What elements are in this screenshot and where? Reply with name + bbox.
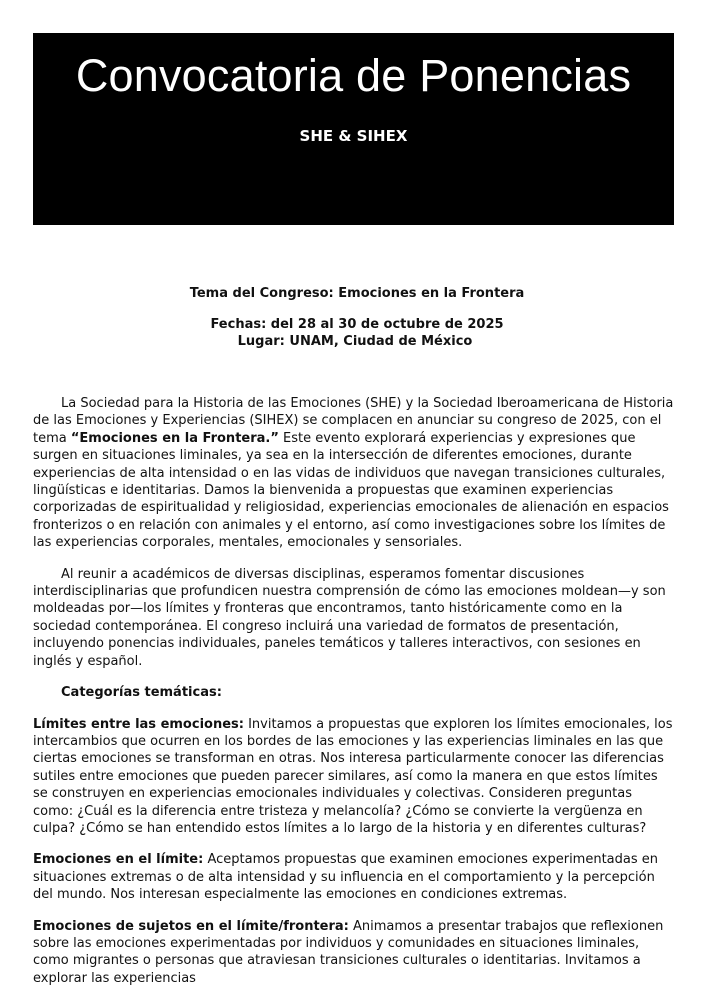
category-item (33, 918, 675, 988)
category-text: Invitamos a propuestas que exploren los límites emocionales, los intercambios que ocurren en los bordes de las emociones y las experiencias liminales en las que ciertas emociones se transforman en otras. Nos interesa particularmente conocer las diferencias sutiles entre emociones que pueden parecer similares, así como la manera en que estos límites se construyen en experiencias emocionales individuales y colectivas. Consideren preguntas como: ¿Cuál es la diferencia entre tristeza y melancolía? ¿Cómo se convierte la vergüenza en culpa? ¿Cómo se han entendido estos límites a lo largo de la historia y en diferentes culturas? (33, 716, 673, 836)
banner-title: Convocatoria de Ponencias (75, 50, 632, 101)
category-text: Aceptamos propuestas que examinen emociones experimentadas en situaciones extremas o de alta intensidad y su influencia en el comportamiento y la percepción del mundo. Nos interesan especialmente las emociones en condiciones extremas. (33, 852, 659, 903)
category-title: Emociones de sujetos en el límite/frontera: (33, 918, 349, 934)
document-body (33, 285, 675, 987)
congress-dates: Fechas: del 28 al 30 de octubre de 2025 (210, 317, 504, 332)
banner-subtitle: SHE & SIHEX (299, 127, 408, 145)
categories-heading: Categorías temáticas: (61, 685, 222, 701)
category-title: Límites entre las emociones: (33, 716, 244, 732)
category-text: Animamos a presentar trabajos que reflexionen sobre las emociones experimentadas por individuos y comunidades en situaciones liminales, como migrantes o personas que atraviesan transiciones culturales o identitarias. Invitamos a explorar las experiencias (33, 918, 664, 986)
title-banner (33, 33, 674, 225)
category-title: Emociones en el límite: (33, 852, 204, 868)
congress-venue: Lugar: UNAM, Ciudad de México (237, 334, 473, 349)
congress-info (33, 285, 675, 350)
intro-p1-theme: “Emociones en la Frontera.” (70, 430, 279, 446)
category-item (33, 716, 675, 838)
intro-p1-start: La Sociedad para la Historia de las Emociones (SHE) y la Sociedad Iberoamericana de Historia de las Emociones y Experiencias (SIHEX) se complacen en anunciar su congreso de 2025, con el tema (33, 396, 674, 446)
intro-p1-end: Este evento explorará experiencias y expresiones que surgen en situaciones liminales, ya sea en la intersección de diferentes emociones, durante experiencias de alta intensidad o en las vidas de individuos que navegan transiciones culturales, lingüísticas e identitarias. Damos la bienvenida a propuestas que examinen experiencias corporizadas de espiritualidad y religiosidad, experiencias emocionales de alienación en espacios fronterizos o en relación con animales y el entorno, así como investigaciones sobre los límites de las experiencias corporales, mentales, emocionales y sensoriales. (33, 430, 669, 551)
congress-theme: Tema del Congreso: Emociones en la Frontera (189, 286, 525, 301)
intro-paragraph-1 (33, 395, 675, 552)
intro-paragraph-2: Al reunir a académicos de diversas disciplinas, esperamos fomentar discusiones interdisciplinarias que profundicen nuestra comprensión de cómo las emociones moldean—y son moldeadas por—los límites y fronteras que encontramos, tanto históricamente como en la sociedad contemporánea. El congreso incluirá una variedad de formatos de presentación, incluyendo ponencias individuales, paneles temáticos y talleres interactivos, con sesiones en inglés y español. (33, 566, 666, 669)
category-item (33, 851, 675, 903)
